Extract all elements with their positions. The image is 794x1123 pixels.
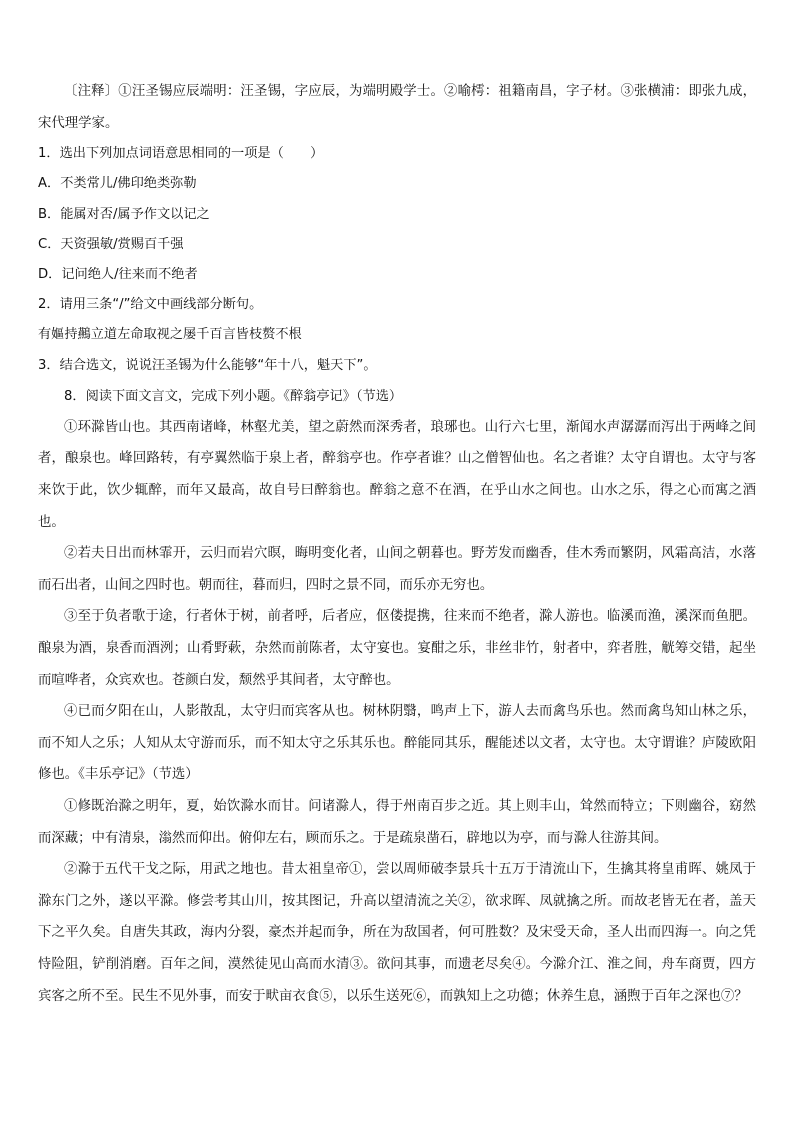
option-c: C．天资强敏/赏赐百千强 [38, 236, 184, 252]
zuiweng-paragraph-2: ②若夫日出而林霏开，云归而岩穴暝，晦明变化者，山间之朝暮也。野芳发而幽香，佳木秀而繁阴，风霜高洁，水落而石出者，山间之四时也。朝而往，暮而归，四时之景不同，而乐亦无穷也。 [38, 546, 756, 593]
option-b: B．能属对否/属予作文以记之 [38, 206, 210, 222]
question-2: 2．请用三条“/”给文中画线部分断句。 [38, 297, 263, 313]
question-1: 1．选出下列加点词语意思相同的一项是（ ） [38, 146, 324, 162]
zuiweng-paragraph-1: ①环滁皆山也。其西南诸峰，林壑尤美，望之蔚然而深秀者，琅琊也。山行六七里，渐闻水声潺潺而泻出于两峰之间者，酿泉也。峰回路转，有亭翼然临于泉上者，醉翁亭也。作亭者谁？山之僧智仙也。名之者谁？太守自谓也。太守与客来饮于此，饮少辄醉，而年又最高，故自号曰醉翁也。醉翁之意不在酒，在乎山水之间也。山水之乐，得之心而寓之酒也。 [38, 419, 756, 530]
fengle-paragraph-2: ②滁于五代干戈之际，用武之地也。昔太祖皇帝①，尝以周师破李景兵十五万于清流山下，生擒其将皇甫晖、姚凤于滁东门之外，遂以平滁。修尝考其山川，按其图记，升高以望清流之关②，欲求晖、凤就擒之所。而故老皆无在者，盖天下之平久矣。自唐失其政，海内分裂，豪杰并起而争，所在为敌国者，何可胜数？及宋受天命，圣人出而四海一。向之凭恃险阻，铲削消磨。百年之间，漠然徒见山高而水清③。欲问其事，而遗老尽矣④。今滁介江、淮之间，舟车商贾，四方宾客之所不至。民生不见外事，而安于畎亩衣食⑤，以乐生送死⑥，而孰知上之功德；休养生息，涵煦于百年之深也⑦？ [38, 862, 756, 1004]
zuiweng-paragraph-3: ③至于负者歌于途，行者休于树，前者呼，后者应，伛偻提携，往来而不绝者，滁人游也。临溪而渔，溪深而鱼肥。酿泉为酒，泉香而酒洌；山肴野蔌，杂然而前陈者，太守宴也。宴酣之乐，非丝非竹，射者中，弈者胜，觥筹交错，起坐而喧哗者，众宾欢也。苍颜白发，颓然乎其间者，太守醉也。 [38, 609, 756, 688]
question-2-text: 有嫗持䴏立道左命取视之屡千百言皆枝赘不根 [38, 327, 302, 343]
section-8-title: 8．阅读下面文言文，完成下列小题。《醉翁亭记》（节选） [64, 388, 403, 404]
annotation-note: 〔注释〕①汪圣锡应辰端明：汪圣锡，字应辰，为端明殿学士。②喻樗：祖籍南昌，字子材。③张横浦：即张九成，宋代理学家。 [38, 84, 756, 131]
question-3: 3．结合选文，说说汪圣锡为什么能够“年十八，魁天下”。 [38, 357, 377, 373]
option-a: A．不类常儿/佛印绝类弥勒 [38, 176, 197, 192]
option-d: D．记问绝人/往来而不绝者 [38, 267, 198, 282]
zuiweng-paragraph-4: ④已而夕阳在山，人影散乱，太守归而宾客从也。树林阴翳，鸣声上下，游人去而禽鸟乐也。然而禽鸟知山林之乐，而不知人之乐；人知从太守游而乐，而不知太守之乐其乐也。醉能同其乐，醒能述以文者，太守也。太守谓谁？庐陵欧阳修也。《丰乐亭记》（节选） [38, 704, 756, 783]
fengle-paragraph-1: ①修既治滁之明年，夏，始饮滁水而甘。问诸滁人，得于州南百步之近。其上则丰山，耸然而特立；下则幽谷，窈然而深藏；中有清泉，滃然而仰出。俯仰左右，顾而乐之。于是疏泉凿石，辟地以为亭，而与滁人往游其间。 [38, 798, 756, 846]
